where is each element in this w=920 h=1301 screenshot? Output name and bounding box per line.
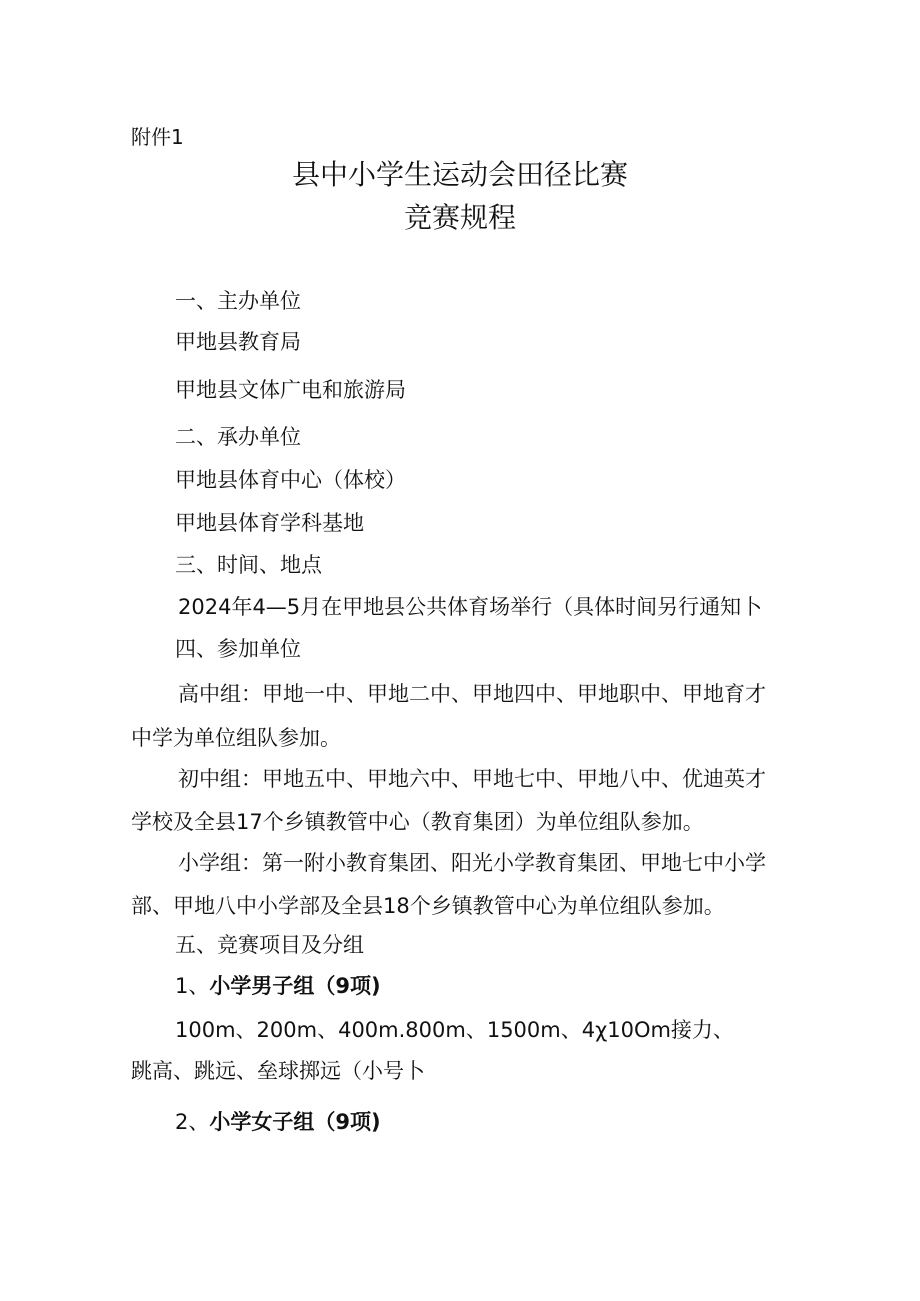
- attachment-label: 附件1: [131, 125, 184, 149]
- time-place-text: 2024年4—5月在甲地县公共体育场举行（具体时间另行通知卜: [178, 595, 763, 619]
- participants-middle-line2: 学校及全县17个乡镇教管中心（教育集团）为单位组队参加。: [131, 810, 704, 834]
- section-heading-organizer: 一、主办单位: [175, 289, 301, 313]
- events-item1-title: 小学男子组（9项): [209, 974, 381, 998]
- participants-high-line2: 中学为单位组队参加。: [131, 726, 341, 750]
- events-item1-line1: 100m、200m、400m.800m、1500m、4χ10Om接力、: [175, 1018, 734, 1042]
- section-heading-host: 二、承办单位: [175, 425, 301, 449]
- events-item1-line2: 跳高、跳远、垒球掷远（小号卜: [131, 1059, 425, 1083]
- events-item1-heading: [175, 972, 381, 1000]
- events-item2-title: 小学女子组（9项): [209, 1110, 381, 1134]
- participants-high-line1: 高中组：甲地一中、甲地二中、甲地四中、甲地职中、甲地育才: [178, 682, 766, 706]
- document-title-line2: 竞赛规程: [403, 201, 516, 234]
- events-item2-heading: [175, 1108, 381, 1136]
- host-2: 甲地县体育学科基地: [175, 511, 364, 535]
- participants-primary-line1: 小学组：第一附小教育集团、阳光小学教育集团、甲地七中小学: [178, 851, 766, 875]
- organizer-2: 甲地县文体广电和旅游局: [175, 378, 406, 402]
- participants-middle-line1: 初中组：甲地五中、甲地六中、甲地七中、甲地八中、优迪英才: [178, 767, 766, 791]
- events-item1-number: 1、: [175, 974, 210, 998]
- section-heading-events: 五、竞赛项目及分组: [175, 933, 364, 957]
- host-1: 甲地县体育中心（体校）: [175, 468, 406, 492]
- section-heading-time-place: 三、时间、地点: [175, 553, 322, 577]
- organizer-1: 甲地县教育局: [175, 330, 301, 354]
- participants-primary-line2: 部、甲地八中小学部及全县18个乡镇教管中心为单位组队参加。: [131, 894, 725, 918]
- document-title-line1: 县中小学生运动会田径比赛: [291, 158, 628, 191]
- events-item2-number: 2、: [175, 1110, 210, 1134]
- section-heading-participants: 四、参加单位: [175, 637, 301, 661]
